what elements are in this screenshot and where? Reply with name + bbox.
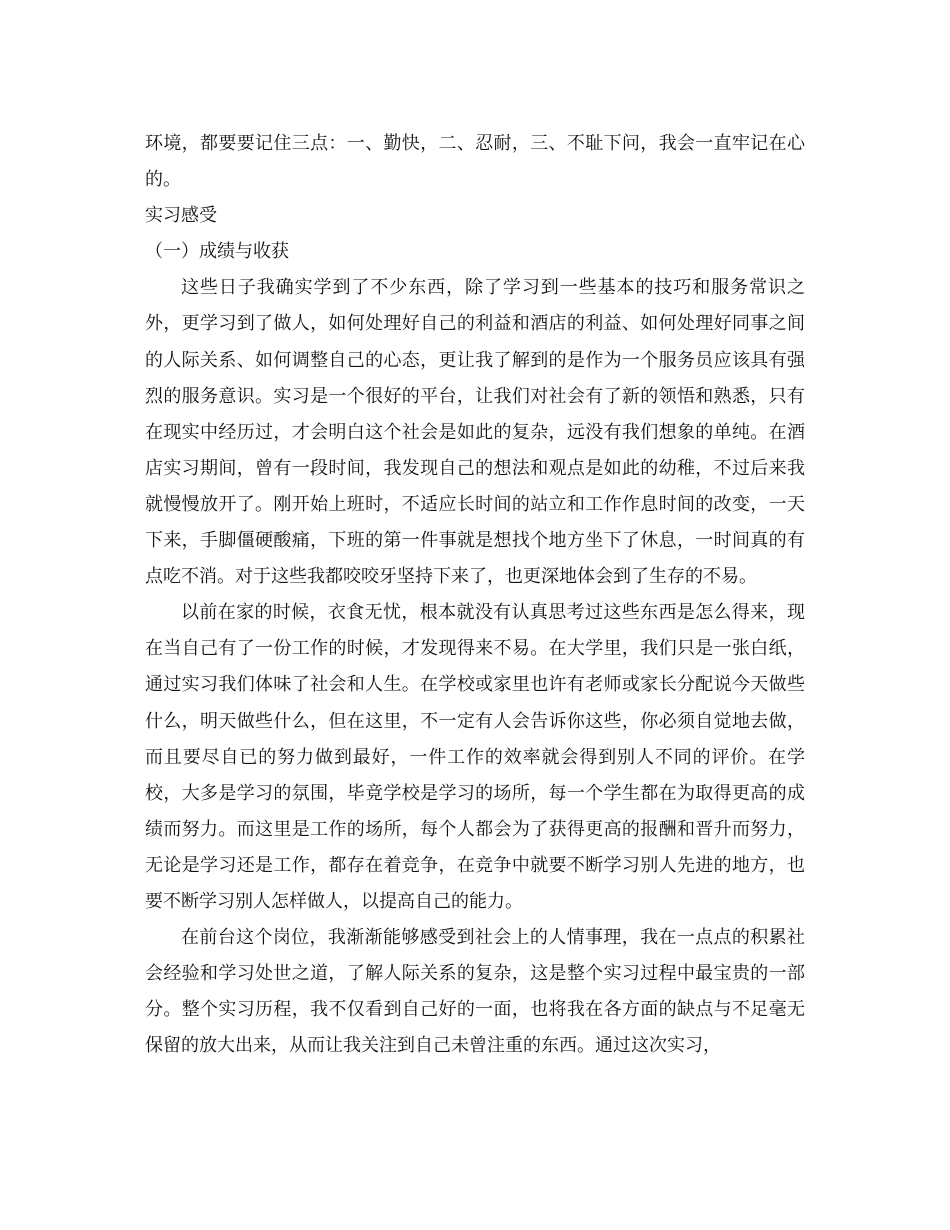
body-paragraph: 在前台这个岗位，我渐渐能够感受到社会上的人情事理，我在一点点的积累社会经验和学习处世之道，了解人际关系的复杂，这是整个实习过程中最宝贵的一部分。整个实习历程，我不仅看到自己好的一面，也将我在各方面的缺点与不足毫无保留的放大出来，从而让我关注到自己未曾注重的东西。通过这次实习， bbox=[145, 927, 805, 1057]
body-paragraph: 这些日子我确实学到了不少东西，除了学习到一些基本的技巧和服务常识之外，更学习到了做人，如何处理好自己的利益和酒店的利益、如何处理好同事之间的人际关系、如何调整自己的心态，更让我了解到的是作为一个服务员应该具有强烈的服务意识。实习是一个很好的平台，让我们对社会有了新的领悟和熟悉，只有在现实中经历过，才会明白这个社会是如此的复杂，远没有我们想象的单纯。在酒店实习期间，曾有一段时间，我发现自己的想法和观点是如此的幼稚，不过后来我就慢慢放开了。刚开始上班时，不适应长时间的站立和工作作息时间的改变，一天下来，手脚僵硬酸痛，下班的第一件事就是想找个地方坐下了休息，一时间真的有点吃不消。对于这些我都咬咬牙坚持下来了，也更深地体会到了生存的不易。 bbox=[145, 277, 805, 588]
section-heading: 实习感受 bbox=[145, 205, 217, 227]
subsection-heading: （一）成绩与收获 bbox=[145, 241, 289, 263]
document-body bbox=[145, 126, 805, 1064]
body-paragraph: 以前在家的时候，衣食无忧，根本就没有认真思考过这些东西是怎么得来，现在当自己有了一份工作的时候，才发现得来不易。在大学里，我们只是一张白纸，通过实习我们体味了社会和人生。在学校或家里也许有老师或家长分配说今天做些什么，明天做些什么，但在这里，不一定有人会告诉你这些，你必须自觉地去做，而且要尽自已的努力做到最好，一件工作的效率就会得到别人不同的评价。在学校，大多是学习的氛围，毕竟学校是学习的场所，每一个学生都在为取得更高的成绩而努力。而这里是工作的场所，每个人都会为了获得更高的报酬和晋升而努力，无论是学习还是工作，都存在着竞争，在竞争中就要不断学习别人先进的地方，也要不断学习别人怎样做人，以提高自己的能力。 bbox=[145, 602, 805, 912]
paragraph-continuation: 环境，都要要记住三点：一、勤快，二、忍耐，三、不耻下问，我会一直牢记在心的。 bbox=[145, 133, 805, 191]
